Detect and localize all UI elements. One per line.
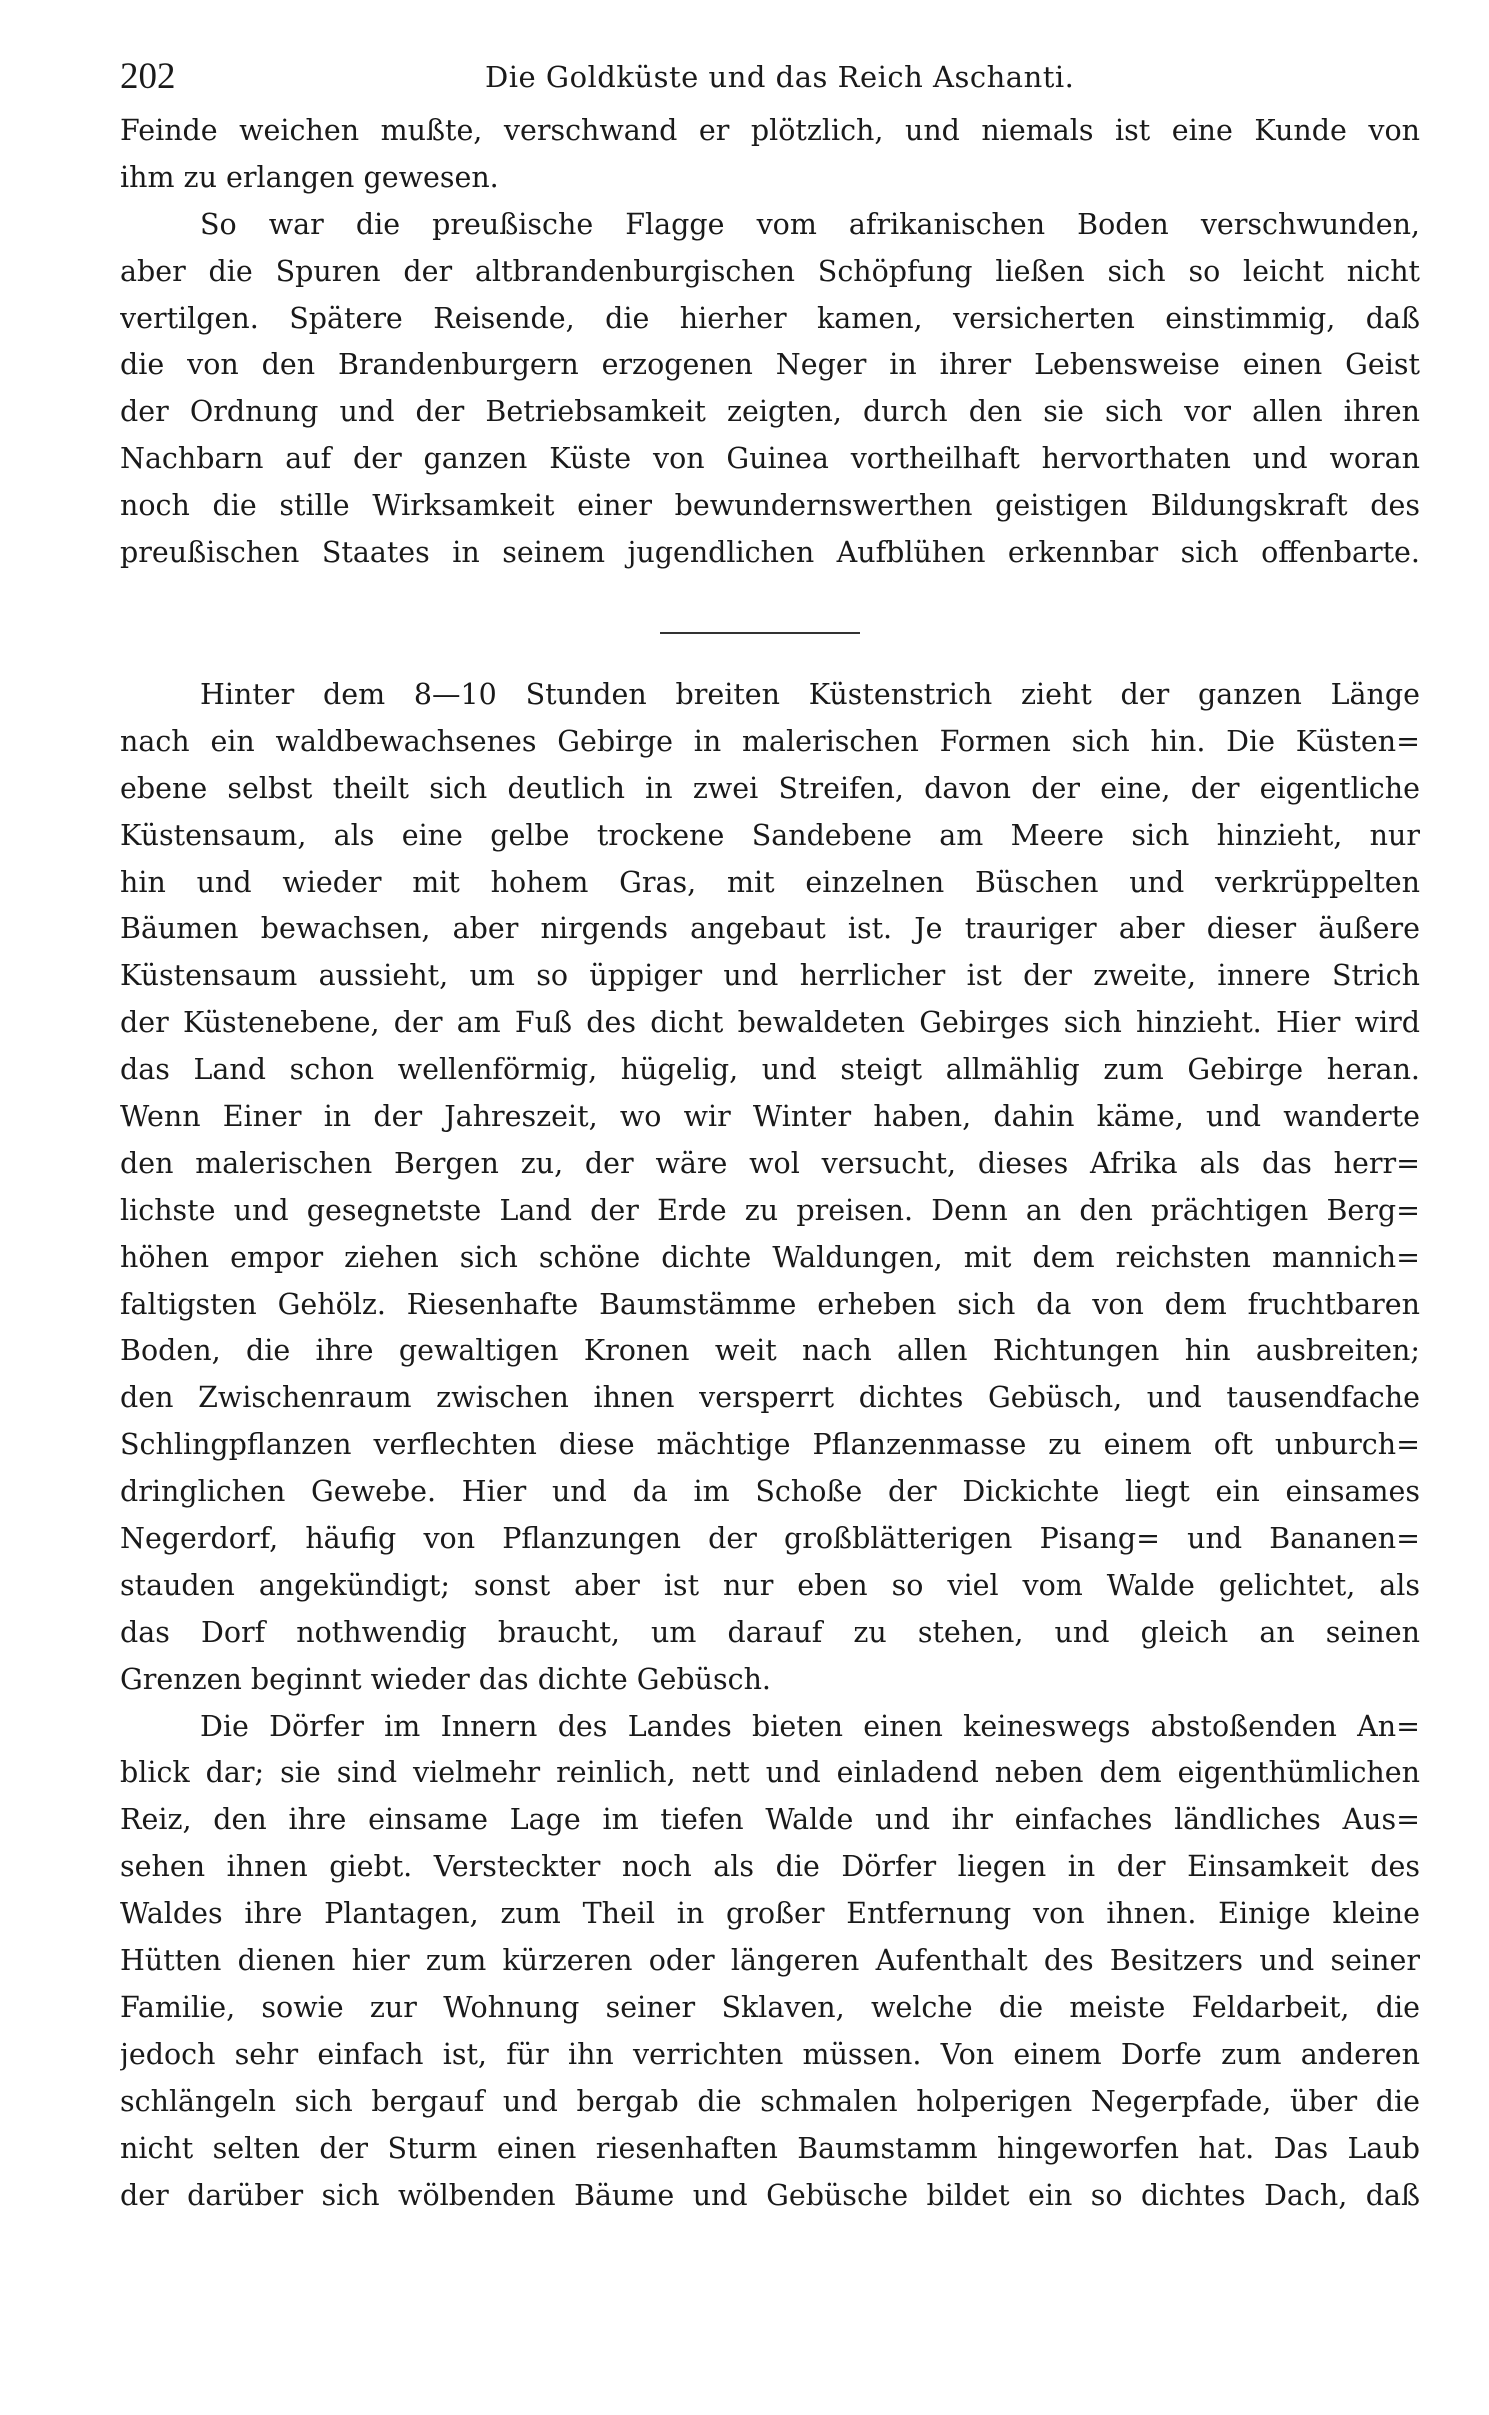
text-line: Feinde weichen mußte, verschwand er plötzlich, und niemals ist eine Kunde von bbox=[120, 114, 1420, 147]
text-line: den malerischen Bergen zu, der wäre wol versucht, dieses Afrika als das herr= bbox=[120, 1146, 1420, 1180]
text-line: Bäumen bewachsen, aber nirgends angebaut ist. Je trauriger aber dieser äußere bbox=[120, 912, 1420, 946]
text-line: blick dar; sie sind vielmehr reinlich, nett und einladend neben dem eigenthümlichen bbox=[120, 1756, 1420, 1790]
text-line: das Land schon wellenförmig, hügelig, und steigt allmählig zum Gebirge heran. bbox=[120, 1053, 1420, 1087]
text-line: der Ordnung und der Betriebsamkeit zeigten, durch den sie sich vor allen ihren bbox=[120, 395, 1420, 429]
text-line: höhen empor ziehen sich schöne dichte Waldungen, mit dem reichsten mannich= bbox=[120, 1240, 1420, 1274]
text-line: schlängeln sich bergauf und bergab die schmalen holperigen Negerpfade, über die bbox=[120, 2084, 1420, 2118]
text-line: ebene selbst theilt sich deutlich in zwei Streifen, davon der eine, der eigentliche bbox=[120, 771, 1420, 805]
text-line: den Zwischenraum zwischen ihnen versperrt dichtes Gebüsch, und tausendfache bbox=[120, 1381, 1420, 1415]
text-line: faltigsten Gehölz. Riesenhafte Baumstämme erheben sich da von dem fruchtbaren bbox=[120, 1287, 1420, 1321]
page-number: 202 bbox=[120, 56, 176, 97]
running-head: Die Goldküste und das Reich Aschanti. bbox=[485, 60, 1075, 94]
text-line: stauden angekündigt; sonst aber ist nur eben so viel vom Walde gelichtet, als bbox=[120, 1568, 1420, 1602]
text-line: So war die preußische Flagge vom afrikanischen Boden verschwunden, bbox=[200, 207, 1420, 241]
text-line: jedoch sehr einfach ist, für ihn verrichten müssen. Von einem Dorfe zum anderen bbox=[120, 2037, 1420, 2071]
text-line: vertilgen. Spätere Reisende, die hierher kamen, versicherten einstimmig, daß bbox=[120, 301, 1420, 335]
text-line: dringlichen Gewebe. Hier und da im Schoße der Dickichte liegt ein einsames bbox=[120, 1475, 1420, 1509]
text-line: nach ein waldbewachsenes Gebirge in malerischen Formen sich hin. Die Küsten= bbox=[120, 724, 1420, 758]
text-line: Grenzen beginnt wieder das dichte Gebüsch. bbox=[120, 1662, 771, 1696]
text-line: Küstensaum aussieht, um so üppiger und herrlicher ist der zweite, innere Strich bbox=[120, 959, 1420, 993]
text-line: Nachbarn auf der ganzen Küste von Guinea vortheilhaft hervorthaten und woran bbox=[120, 442, 1420, 476]
text-line: Hinter dem 8—10 Stunden breiten Küstenstrich zieht der ganzen Länge bbox=[200, 678, 1420, 711]
page-header bbox=[120, 52, 1420, 102]
text-line: ihm zu erlangen gewesen. bbox=[120, 160, 499, 194]
text-line: noch die stille Wirksamkeit einer bewundernswerthen geistigen Bildungskraft des bbox=[120, 489, 1420, 523]
text-block-preussische-flagge bbox=[120, 108, 1420, 577]
text-line: aber die Spuren der altbrandenburgischen Schöpfung ließen sich so leicht nicht bbox=[120, 254, 1420, 288]
text-line: Waldes ihre Plantagen, zum Theil in großer Entfernung von ihnen. Einige kleine bbox=[120, 1897, 1420, 1931]
text-line: Hütten dienen hier zum kürzeren oder längeren Aufenthalt des Besitzers und seiner bbox=[120, 1944, 1420, 1978]
text-line: das Dorf nothwendig braucht, um darauf zu stehen, und gleich an seinen bbox=[120, 1615, 1420, 1649]
text-line: lichste und gesegnetste Land der Erde zu preisen. Denn an den prächtigen Berg= bbox=[120, 1193, 1420, 1227]
text-line: Negerdorf, häufig von Pflanzungen der großblätterigen Pisang= und Bananen= bbox=[120, 1522, 1420, 1556]
text-line: der darüber sich wölbenden Bäume und Gebüsche bildet ein so dichtes Dach, daß bbox=[120, 2178, 1420, 2212]
text-line: der Küstenebene, der am Fuß des dicht bewaldeten Gebirges sich hinzieht. Hier wird bbox=[120, 1006, 1420, 1040]
text-block-kuestenebene bbox=[120, 672, 1420, 2219]
text-line: hin und wieder mit hohem Gras, mit einzelnen Büschen und verkrüppelten bbox=[120, 865, 1420, 899]
text-line: Familie, sowie zur Wohnung seiner Sklaven, welche die meiste Feldarbeit, die bbox=[120, 1990, 1420, 2024]
text-line: die von den Brandenburgern erzogenen Neger in ihrer Lebensweise einen Geist bbox=[120, 348, 1420, 382]
text-line: Wenn Einer in der Jahreszeit, wo wir Winter haben, dahin käme, und wanderte bbox=[120, 1100, 1420, 1134]
section-divider bbox=[660, 632, 860, 634]
text-line: Reiz, den ihre einsame Lage im tiefen Walde und ihr einfaches ländliches Aus= bbox=[120, 1803, 1420, 1837]
text-line: Schlingpflanzen verflechten diese mächtige Pflanzenmasse zu einem oft unburch= bbox=[120, 1428, 1420, 1462]
text-line: Boden, die ihre gewaltigen Kronen weit nach allen Richtungen hin ausbreiten; bbox=[120, 1334, 1420, 1368]
text-line: sehen ihnen giebt. Versteckter noch als die Dörfer liegen in der Einsamkeit des bbox=[120, 1850, 1420, 1884]
text-line: nicht selten der Sturm einen riesenhaften Baumstamm hingeworfen hat. Das Laub bbox=[120, 2131, 1420, 2165]
text-line: preußischen Staates in seinem jugendlichen Aufblühen erkennbar sich offenbarte. bbox=[120, 536, 1420, 570]
text-line: Die Dörfer im Innern des Landes bieten einen keineswegs abstoßenden An= bbox=[200, 1709, 1420, 1743]
text-line: Küstensaum, als eine gelbe trockene Sandebene am Meere sich hinzieht, nur bbox=[120, 818, 1420, 852]
